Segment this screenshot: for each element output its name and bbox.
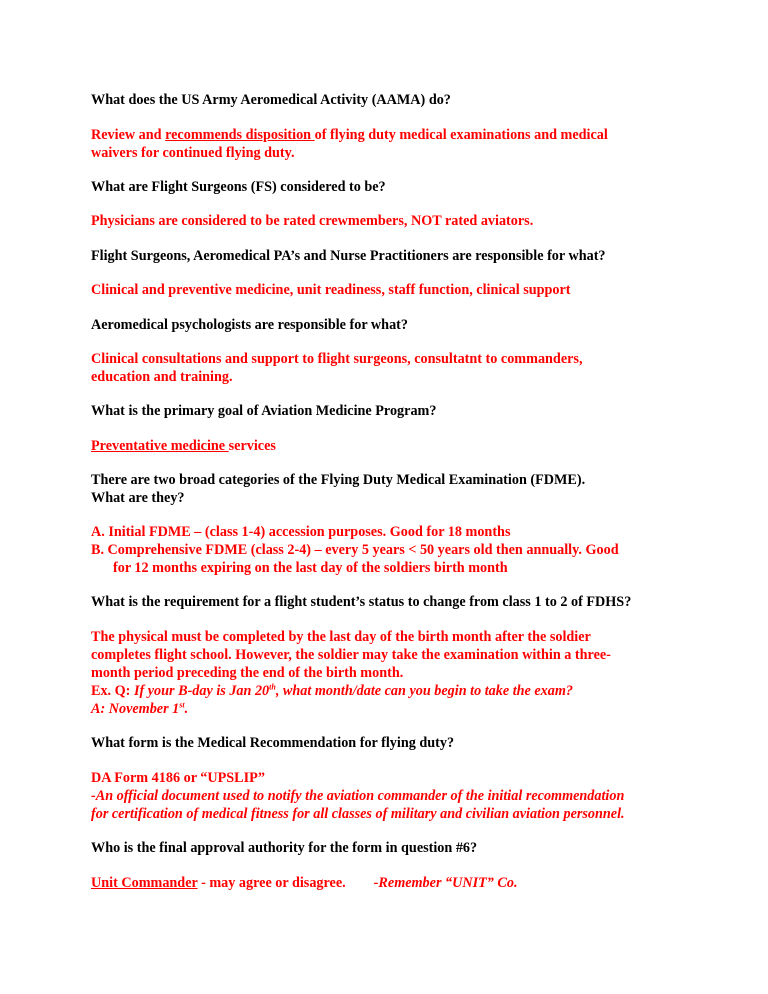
answer-7-line-2: completes flight school. However, the soldier may take the examination within a three- [91, 647, 611, 663]
answer-9-underlined: Unit Commander [91, 875, 198, 891]
example-question [91, 682, 573, 700]
answer-1-text-b: of flying duty medical examinations and medical [314, 127, 608, 143]
answer-4-line-1: Clinical consultations and support to flight surgeons, consultatnt to commanders, [91, 351, 583, 367]
answer-7-line-3: month period preceding the end of the birth month. [91, 665, 404, 681]
example-answer-end: . [184, 701, 189, 717]
example-answer-sup: st [179, 700, 185, 710]
question-1: What does the US Army Aeromedical Activity (AAMA) do? [91, 92, 451, 108]
question-3: Flight Surgeons, Aeromedical PA’s and Nurse Practitioners are responsible for what? [91, 248, 606, 264]
answer-5 [91, 437, 276, 455]
answer-3: Clinical and preventive medicine, unit readiness, staff function, clinical support [91, 282, 571, 298]
answer-7-line-1: The physical must be completed by the last day of the birth month after the soldier [91, 629, 591, 645]
example-answer [91, 700, 188, 718]
question-7: What is the requirement for a flight student’s status to change from class 1 to 2 of FDHS? [91, 594, 632, 610]
example-text-a: If your B-day is Jan 20 [133, 683, 270, 699]
question-4: Aeromedical psychologists are responsible for what? [91, 317, 408, 333]
answer-1-line-2: waivers for continued flying duty. [91, 145, 295, 161]
question-9: Who is the final approval authority for the form in question #6? [91, 840, 478, 856]
example-sup: th [269, 682, 276, 692]
answer-1-text-a: Review and [91, 127, 166, 143]
example-answer-text: November 1 [108, 701, 180, 717]
example-answer-label: A: [91, 701, 109, 717]
example-label: Ex. Q: [91, 683, 134, 699]
answer-1-line-1 [91, 126, 608, 144]
answer-2: Physicians are considered to be rated crewmembers, NOT rated aviators. [91, 213, 534, 229]
answer-9-text: - may agree or disagree. [197, 875, 346, 891]
answer-8-line-1: DA Form 4186 or “UPSLIP” [91, 770, 265, 786]
answer-9 [91, 874, 518, 892]
answer-6-item-b: B. Comprehensive FDME (class 2-4) – every 5 years < 50 years old then annually. Good [91, 542, 619, 558]
answer-6-item-a: A. Initial FDME – (class 1-4) accession purposes. Good for 18 months [91, 524, 511, 540]
answer-1-underlined: recommends disposition [165, 127, 315, 143]
answer-5-text: services [228, 438, 276, 454]
question-5: What is the primary goal of Aviation Medicine Program? [91, 403, 437, 419]
answer-4-line-2: education and training. [91, 369, 233, 385]
example-text-b: , what month/date can you begin to take the exam? [275, 683, 573, 699]
question-6-line-1: There are two broad categories of the Flying Duty Medical Examination (FDME). [91, 472, 586, 488]
answer-5-underlined: Preventative medicine [91, 438, 229, 454]
question-6-line-2: What are they? [91, 490, 185, 506]
question-2: What are Flight Surgeons (FS) considered to be? [91, 179, 386, 195]
answer-8-line-3: for certification of medical fitness for all classes of military and civilian aviation personnel. [91, 806, 625, 822]
question-8: What form is the Medical Recommendation for flying duty? [91, 735, 455, 751]
answer-6-item-b-cont: for 12 months expiring on the last day of the soldiers birth month [113, 560, 508, 576]
answer-9-remember: -Remember “UNIT” Co. [373, 875, 518, 891]
answer-8-line-2: -An official document used to notify the aviation commander of the initial recommendation [91, 788, 625, 804]
